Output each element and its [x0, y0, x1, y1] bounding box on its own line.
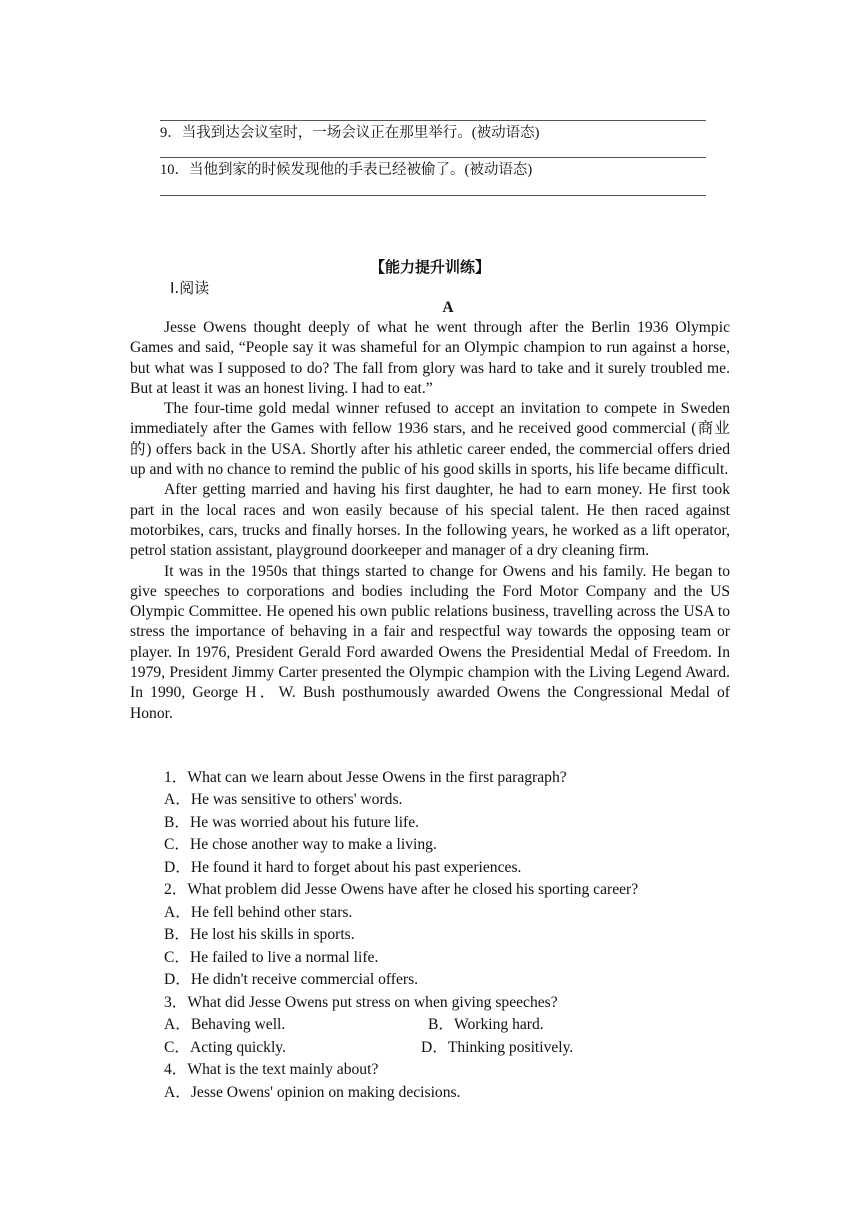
question-1-option-c: C．He chose another way to make a living.: [164, 836, 437, 853]
question-2-option-c: C．He failed to live a normal life.: [164, 949, 379, 966]
paragraph-4: It was in the 1950s that things started to change for Owens and his family. He began to give speeches to corporations and bodies including the Ford Motor Company and the US Olympic Committee. He opened his own public relations business, travelling across the USA to stress the importance of behaving in a fair and respectful way towards the opposing team or player. In 1976, President Gerald Ford awarded Owens the Presidential Medal of Freedom. In 1979, President Jimmy Carter presented the Olympic champion with the Living Legend Award. In 1990, George H．W. Bush posthumously awarded Owens the Congressional Medal of Honor.: [130, 562, 730, 722]
paragraph-2: The four-time gold medal winner refused to accept an invitation to compete in Sweden immediately after the Games with fellow 1936 stars, and he received good commercial (商业的) offers back in the USA. Shortly after his athletic career ended, the commercial offers dried up and with no chance to remind the public of his good skills in sports, his life became difficult.: [130, 400, 730, 479]
translation-item-10: 10．当他到家的时候发现他的手表已经被偷了。(被动语态): [160, 162, 533, 178]
question-2-option-a: A．He fell behind other stars.: [164, 904, 353, 921]
translation-item-9: 9．当我到达会议室时，一场会议正在那里举行。(被动语态): [160, 125, 540, 141]
paragraph-3: After getting married and having his first daughter, he had to earn money. He first took part in the local races and won easily because of his special talent. He then raced against motorbikes, cars, trucks and finally horses. In the following years, he worked as a lift operator, petrol station assistant, playground doorkeeper and manager of a dry cleaning firm.: [130, 481, 730, 560]
question-2-option-b: B．He lost his skills in sports.: [164, 926, 355, 943]
reading-passage: [130, 318, 730, 724]
answer-line-9: [160, 157, 706, 158]
question-3-option-b: B．Working hard.: [428, 1016, 544, 1033]
passage-letter: A: [442, 299, 454, 316]
question-2-option-d: D．He didn't receive commercial offers.: [164, 971, 419, 988]
question-4-option-a: A．Jesse Owens' opinion on making decisions.: [164, 1084, 461, 1101]
question-3-option-d: D．Thinking positively.: [421, 1039, 574, 1056]
question-1-option-d: D．He found it hard to forget about his past experiences.: [164, 859, 522, 876]
question-1-option-a: A．He was sensitive to others' words.: [164, 791, 403, 808]
question-2-stem: 2．What problem did Jesse Owens have after he closed his sporting career?: [164, 881, 639, 898]
answer-line-8: [160, 120, 706, 121]
question-3-stem: 3．What did Jesse Owens put stress on when giving speeches?: [164, 994, 558, 1011]
paragraph-1: Jesse Owens thought deeply of what he went through after the Berlin 1936 Olympic Games and said, “People say it was shameful for an Olympic champion to run against a horse, but what was I supposed to do? The fall from glory was hard to take and it surely troubled me. But at least it was an honest living. I had to eat.”: [130, 319, 730, 397]
question-4-stem: 4．What is the text mainly about?: [164, 1061, 379, 1078]
answer-line-10: [160, 195, 706, 196]
question-3-option-c: C．Acting quickly.: [164, 1039, 286, 1056]
section-title: 【能力提升训练】: [369, 258, 490, 276]
question-1-option-b: B．He was worried about his future life.: [164, 814, 420, 831]
question-3-option-a: A．Behaving well.: [164, 1016, 286, 1033]
part-heading: Ⅰ.阅读: [170, 279, 210, 297]
question-1-stem: 1．What can we learn about Jesse Owens in the first paragraph?: [164, 769, 567, 786]
